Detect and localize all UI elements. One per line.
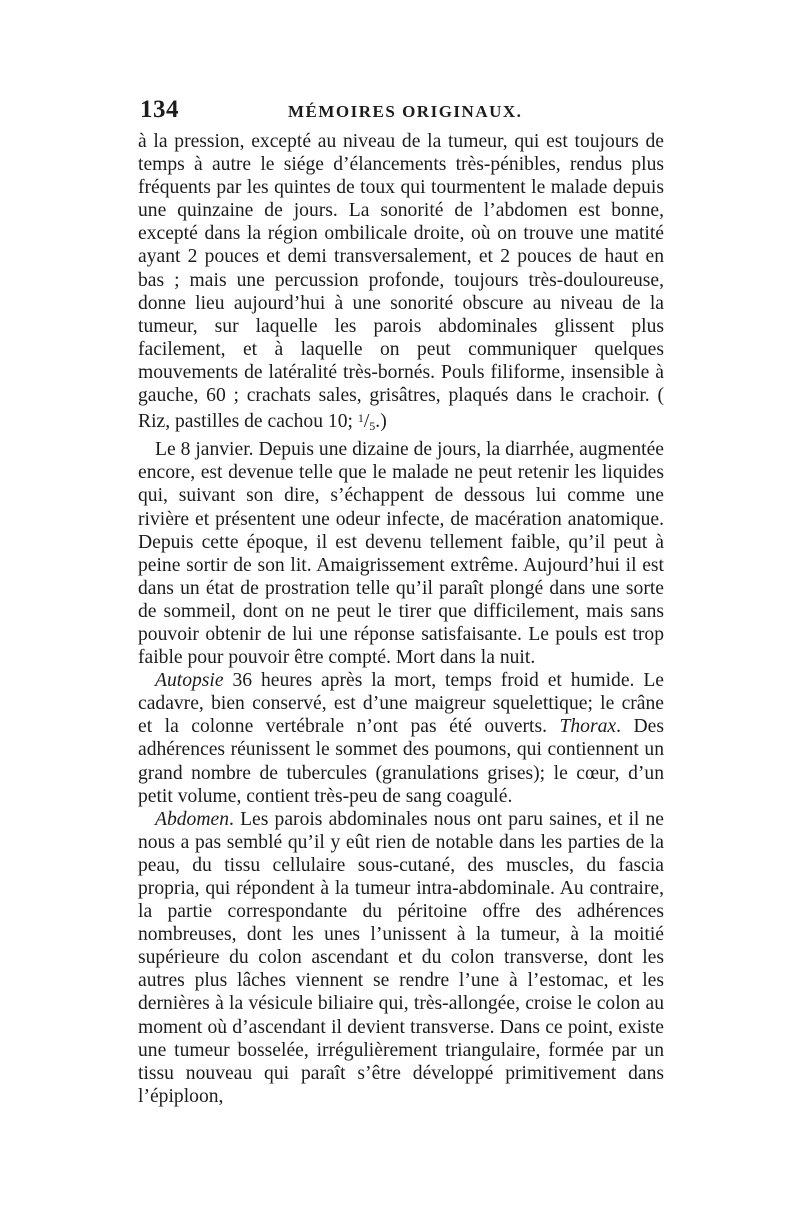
paragraph-4	[138, 808, 664, 1108]
paragraph-2	[138, 438, 664, 669]
paragraph-1-close: .)	[375, 411, 387, 433]
running-title: MÉMOIRES ORIGINAUX.	[288, 102, 523, 121]
paragraph-4-text: . Les parois abdominales nous ont paru saines, et il ne nous a pas semblé qu’il y eût rien de notable dans les parties de la peau, du tissu cellulaire sous-cutané, des muscles, du fascia propria, qui répondent à la tumeur intra-abdominale. Au contraire, la partie correspondante du péritoine offre des adhérences nombreuses, dont les unes l’unissent à la tumeur, à la moitié supérieure du colon ascendant et du colon transverse, dont les autres plus lâches viennent se rendre l’une à l’estomac, et les dernières à la vésicule biliaire qui, très-allongée, croise le colon au moment où d’ascendant il devient transverse. Dans ce point, existe une tumeur bosselée, irrégulièrement triangulaire, formée par un tissu nouveau qui paraît s’être développé primitivement dans l’épiploon,	[138, 808, 664, 1107]
autopsie-heading: Autopsie	[155, 670, 224, 692]
fraction-numerator: 1	[357, 411, 364, 426]
paragraph-1-text: à la pression, excepté au niveau de la tumeur, qui est toujours de temps à autre le siége d’élancements très-pénibles, rendus plus fréquents par les quintes de toux qui tourmentent le malade depuis une quinzaine de jours. La sonorité de l’abdomen est bonne, excepté dans la région ombilicale droite, où on trouve une matité ayant 2 pouces et demi transversalement, et 2 pouces de haut en bas ; mais une percussion profonde, toujours très-douloureuse, donne lieu aujourd’hui à une sonorité obscure au niveau de la tumeur, sur laquelle les parois abdominales glissent plus facilement, et à laquelle on peut communiquer quelques mouvements de latéralité très-bornés. Pouls filiforme, insensible à gauche, 60 ; crachats sales, grisâtres, plaqués dans le crachoir. ( Riz, pastilles de cachou 10;	[138, 131, 664, 433]
paragraph-3-text-b: . Des adhérences réunissent le sommet des poumons, qui contiennent un grand nombre de tubercules (granulations grises); le cœur, d’un petit volume, contient très-peu de sang coagulé.	[138, 716, 664, 807]
page-number: 134	[140, 96, 179, 123]
paragraph-3	[138, 669, 664, 808]
paragraph-1: à la pression, excepté au niveau de la tumeur, qui est toujours de temps à autre le siége d’élancements très-pénibles, rendus plus fréquents par les quintes de toux qui tourmentent le malade depuis une quinzaine de jours. La sonorité de l’abdomen est bonne, excepté dans la région ombilicale droite, où on trouve une matité ayant 2 pouces et demi transversalement, et 2 pouces de haut en bas ; mais une percussion profonde, toujours très-douloureuse, donne lieu aujourd’hui à une sonorité obscure au niveau de la tumeur, sur laquelle les parois abdominales glissent plus facilement, et à laquelle on peut communiquer quelques mouvements de latéralité très-bornés. Pouls filiforme, insensible à gauche, 60 ; crachats sales, grisâtres, plaqués dans le crachoir. ( Riz, pastilles de cachou 10; $^1$/5.)	[138, 131, 664, 434]
thorax-heading: Thorax	[559, 716, 617, 738]
paragraph-3-text-a: 36 heures après la mort, temps froid et humide. Le cadavre, bien conservé, est d’une maigreur squelettique; le crâne et la colonne vertébrale n’ont pas été ouverts.	[138, 670, 664, 738]
page-header	[140, 96, 664, 132]
fraction-denominator: 5	[369, 419, 376, 434]
paragraph-2-text: Le 8 janvier. Depuis une dizaine de jours, la diarrhée, augmentée encore, est devenue telle que le malade ne peut retenir les liquides qui, suivant son dire, s’échappent de dessous lui comme une rivière et présentent une odeur infecte, de macération anatomique. Depuis cette époque, il est devenu tellement faible, qu’il peut à peine sortir de son lit. Amaigrissement extrême. Aujourd’hui il est dans un état de prostration telle qu’il paraît plongé dans une sorte de sommeil, dont on ne peut le tirer que difficilement, mais sans pouvoir obtenir de lui une réponse satisfaisante. Le pouls est trop faible pour pouvoir être compté. Mort dans la nuit.	[138, 439, 664, 669]
abdomen-heading: Abdomen	[155, 808, 230, 830]
body-text	[138, 130, 664, 1108]
